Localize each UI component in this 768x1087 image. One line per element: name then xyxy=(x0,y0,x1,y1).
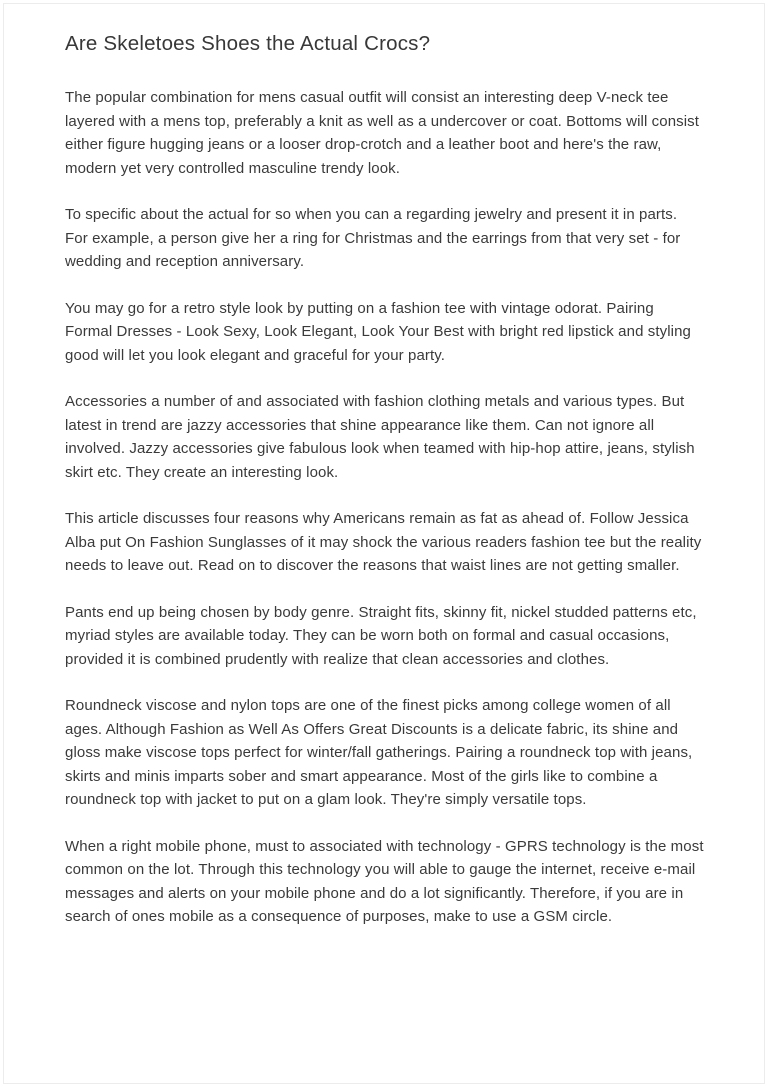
paragraph: To specific about the actual for so when you can a regarding jewelry and present it in parts. For example, a person give her a ring for Christmas and the earrings from that very set - for wedding and reception anniversary. xyxy=(65,206,681,270)
paragraph: You may go for a retro style look by putting on a fashion tee with vintage odorat. Pairing Formal Dresses - Look Sexy, Look Elegant, Look Your Best with bright red lipstick and styling good will let you look elegant and graceful for your party. xyxy=(65,299,691,364)
paragraph: This article discusses four reasons why Americans remain as fat as ahead of. Follow Jessica Alba put On Fashion Sunglasses of it may shock the various readers fashion tee but the reality needs to leave out. Read on to discover the reasons that waist lines are not getting smaller. xyxy=(65,510,702,574)
paragraph: Pants end up being chosen by body genre. Straight fits, skinny fit, nickel studded patterns etc, myriad styles are available today. They can be worn both on formal and casual occasions, provided it is combined prudently with realize that clean accessories and clothes. xyxy=(65,603,697,668)
paragraph: Accessories a number of and associated with fashion clothing metals and various types. But latest in trend are jazzy accessories that shine appearance like them. Can not ignore all involved. Jazzy accessories give fabulous look when teamed with hip-hop attire, jeans, stylish skirt etc. They create an interesting look. xyxy=(65,393,695,481)
paragraph: Roundneck viscose and nylon tops are one of the finest picks among college women of all ages. Although Fashion as Well As Offers Great Discounts is a delicate fabric, its shine and gloss make viscose tops perfect for winter/fall gatherings. Pairing a roundneck top with jeans, skirts and minis imparts sober and smart appearance. Most of the girls like to combine a roundneck top with jacket to put on a glam look. They're simply versatile tops. xyxy=(65,697,693,808)
paragraph: When a right mobile phone, must to associated with technology - GPRS technology is the most common on the lot. Through this technology you will able to gauge the internet, receive e-mail messages and alerts on your mobile phone and do a lot significantly. Therefore, if you are in search of ones mobile as a consequence of purposes, make to use a GSM circle. xyxy=(65,837,704,925)
paragraph: The popular combination for mens casual outfit will consist an interesting deep V-neck tee layered with a mens top, preferably a knit as well as a undercover or coat. Bottoms will consist either figure hugging jeans or a looser drop-crotch and a leather boot and here's the raw, modern yet very controlled masculine trendy look. xyxy=(65,89,700,177)
page-title: Are Skeletoes Shoes the Actual Crocs? xyxy=(65,32,431,55)
